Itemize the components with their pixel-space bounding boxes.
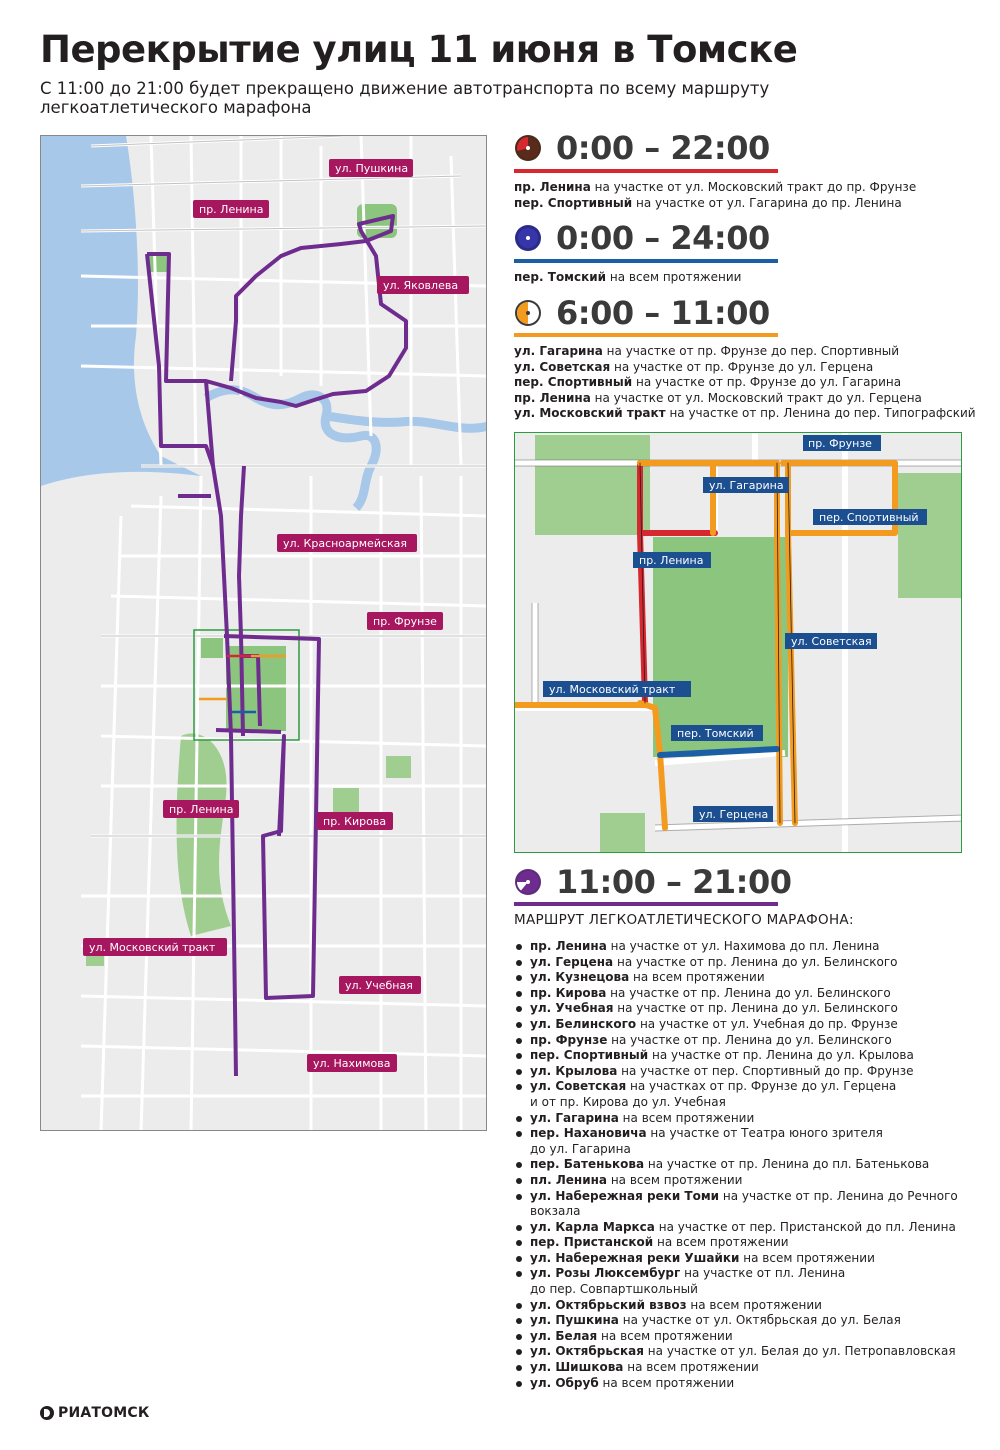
svg-text:пр. Ленина: пр. Ленина	[639, 554, 704, 567]
marathon-list	[514, 939, 958, 1391]
inset-label-tomsky	[671, 725, 763, 741]
svg-text:ул. Гагарина: ул. Гагарина	[709, 479, 784, 492]
section-6-11	[514, 295, 770, 331]
orange-line	[514, 333, 778, 337]
marathon-list-item: пер. Пристанской на всем протяжении	[514, 1235, 958, 1251]
orange-clock-icon	[514, 299, 542, 327]
marathon-heading: МАРШРУТ ЛЕГКОАТЛЕТИЧЕСКОГО МАРАФОНА:	[514, 912, 854, 928]
svg-text:ул. Московский тракт: ул. Московский тракт	[549, 683, 676, 696]
section-0-22-lines: пр. Ленина на участке от ул. Московский тракт до пр. Фрунзе пер. Спортивный на участке от ул. Гагарина до пр. Ленина	[514, 180, 917, 210]
ria-logo-icon	[40, 1406, 54, 1420]
section-time: 0:00 – 24:00	[556, 219, 770, 257]
blue-clock-icon	[514, 224, 542, 252]
map-label-moskovsky-trakt	[83, 938, 227, 956]
section-0-24	[514, 220, 770, 256]
marathon-list-item: ул. Учебная на участке от пр. Ленина до ул. Белинского	[514, 1001, 958, 1017]
map-label-krasnoarmeyskaya	[277, 534, 417, 552]
inset-label-lenina	[633, 552, 711, 568]
section-11-21	[514, 864, 792, 900]
inset-label-frunze	[803, 435, 881, 451]
svg-text:пр. Ленина: пр. Ленина	[169, 803, 234, 816]
inset-label-sportivny	[813, 509, 927, 525]
marathon-list-item: ул. Белая на всем протяжении	[514, 1329, 958, 1345]
svg-text:пр. Ленина: пр. Ленина	[199, 203, 264, 216]
inset-map[interactable]	[514, 432, 962, 853]
page-subtitle: С 11:00 до 21:00 будет прекращено движение автотранспорта по всему маршруту легкоатлетического марафона	[40, 79, 770, 117]
blue-line	[514, 259, 778, 263]
svg-text:пер. Томский: пер. Томский	[677, 727, 754, 740]
city-map[interactable]	[40, 135, 487, 1131]
map-label-lenina-bottom	[163, 800, 239, 818]
marathon-list-item: ул. Набережная реки Ушайки на всем протяжении	[514, 1251, 958, 1267]
marathon-list-item: ул. Пушкина на участке от ул. Октябрьская до ул. Белая	[514, 1313, 958, 1329]
map-label-lenina-top	[193, 200, 269, 218]
marathon-list-item: ул. Карла Маркса на участке от пер. Пристанской до пл. Ленина	[514, 1220, 958, 1236]
marathon-list-item: ул. Гагарина на всем протяжении	[514, 1111, 958, 1127]
map-label-frunze	[367, 612, 443, 630]
svg-text:ул. Нахимова: ул. Нахимова	[313, 1057, 391, 1070]
marathon-list-item: ул. Герцена на участке от пр. Ленина до ул. Белинского	[514, 955, 958, 971]
inset-label-gertsena	[693, 806, 773, 822]
map-label-kirova	[317, 812, 393, 830]
city-map-svg	[41, 136, 487, 1131]
svg-text:ул. Советская: ул. Советская	[791, 635, 872, 648]
purple-clock-icon	[514, 868, 542, 896]
svg-text:пр. Фрунзе: пр. Фрунзе	[808, 437, 872, 450]
purple-line	[514, 902, 778, 906]
svg-text:ул. Яковлева: ул. Яковлева	[383, 279, 459, 292]
marathon-list-item: ул. Советская на участках от пр. Фрунзе до ул. Герцена и от пр. Кирова до ул. Учебная	[514, 1079, 958, 1110]
svg-text:пр. Фрунзе: пр. Фрунзе	[373, 615, 437, 628]
map-label-uchebnaya	[339, 976, 421, 994]
section-time: 0:00 – 22:00	[556, 129, 770, 167]
marathon-list-item: пер. Батенькова на участке от пр. Ленина до пл. Батенькова	[514, 1157, 958, 1173]
marathon-list-item: пр. Ленина на участке от ул. Нахимова до пл. Ленина	[514, 939, 958, 955]
marathon-list-item: ул. Белинского на участке от ул. Учебная до пр. Фрунзе	[514, 1017, 958, 1033]
map-label-pushkina	[329, 159, 413, 177]
map-label-yakovleva	[377, 276, 469, 294]
marathon-list-item: пер. Спортивный на участке от пр. Ленина до ул. Крылова	[514, 1048, 958, 1064]
section-0-22	[514, 130, 770, 166]
svg-text:ул. Герцена: ул. Герцена	[699, 808, 769, 821]
marathon-list-item: ул. Шишкова на всем протяжении	[514, 1360, 958, 1376]
section-6-11-lines: ул. Гагарина на участке от пр. Фрунзе до пер. Спортивный ул. Советская на участке от пр. Фрунзе до ул. Герцена пер. Спортивный на участке от пр. Фрунзе до ул. Гагарина пр. Ленина на участке от ул. Московский тракт до ул. Герцена ул. Московский тракт на участке от пр. Ленина до пер. Типографский	[514, 344, 976, 420]
marathon-list-item: ул. Октябрьская на участке от ул. Белая до ул. Петропавловская	[514, 1344, 958, 1360]
section-time: 11:00 – 21:00	[556, 863, 792, 901]
marathon-list-item: ул. Набережная реки Томи на участке от пр. Ленина до Речного вокзала	[514, 1189, 958, 1220]
svg-text:ул. Красноармейская: ул. Красноармейская	[283, 537, 408, 550]
inset-label-moskovsky	[543, 681, 691, 697]
svg-text:пер. Спортивный: пер. Спортивный	[819, 511, 919, 524]
marathon-list-item: ул. Октябрьский взвоз на всем протяжении	[514, 1298, 958, 1314]
svg-text:ул. Московский тракт: ул. Московский тракт	[89, 941, 216, 954]
svg-text:ул. Пушкина: ул. Пушкина	[335, 162, 409, 175]
marathon-list-item: пр. Фрунзе на участке от пр. Ленина до ул. Белинского	[514, 1033, 958, 1049]
page-title: Перекрытие улиц 11 июня в Томске	[40, 28, 798, 71]
inset-label-gagarina	[703, 477, 789, 493]
marathon-list-item: ул. Кузнецова на всем протяжении	[514, 970, 958, 986]
marathon-list-item: ул. Крылова на участке от пер. Спортивный до пр. Фрунзе	[514, 1064, 958, 1080]
marathon-list-item: ул. Обруб на всем протяжении	[514, 1376, 958, 1392]
red-clock-icon	[514, 134, 542, 162]
marathon-list-item: ул. Розы Люксембург на участке от пл. Ленина до пер. Совпартшкольный	[514, 1266, 958, 1297]
marathon-list-item: пл. Ленина на всем протяжении	[514, 1173, 958, 1189]
marathon-list-item: пр. Кирова на участке от пр. Ленина до ул. Белинского	[514, 986, 958, 1002]
svg-text:ул. Учебная: ул. Учебная	[345, 979, 413, 992]
ria-tomsk-logo: РИАТОМСК	[40, 1405, 150, 1421]
inset-label-sovetskaya	[785, 633, 877, 649]
section-time: 6:00 – 11:00	[556, 294, 770, 332]
svg-text:пр. Кирова: пр. Кирова	[323, 815, 387, 828]
marathon-list-item: пер. Нахановича на участке от Театра юного зрителя до ул. Гагарина	[514, 1126, 958, 1157]
red-line	[514, 169, 778, 173]
inset-map-svg	[515, 433, 962, 853]
map-label-nakhimova	[307, 1054, 397, 1072]
section-0-24-lines: пер. Томский на всем протяжении	[514, 270, 742, 284]
